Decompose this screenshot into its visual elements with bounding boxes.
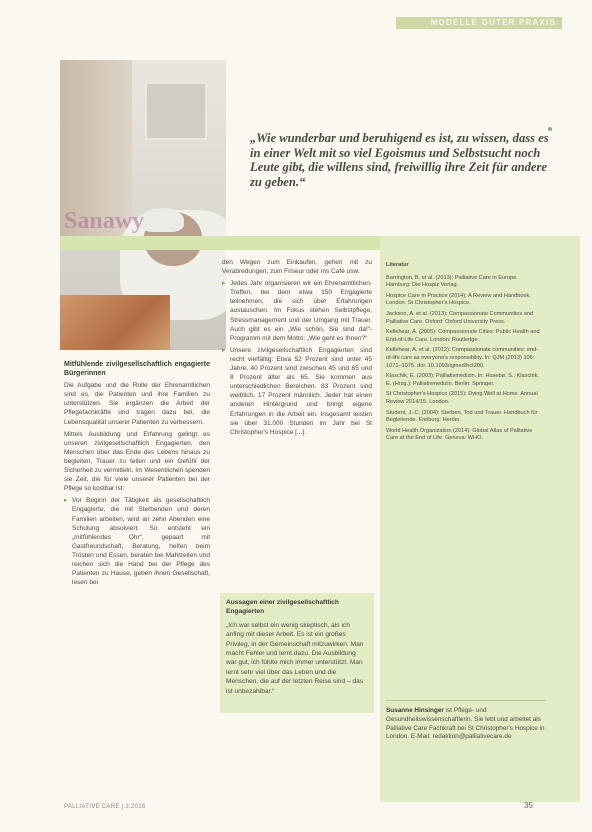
bullet-item: ▸ Vor Beginn der Tätigkeit als gesellschaftlich Engagierte, die mit Sterbenden und deren Familien arbeiten, wird an zehn Abenden eine Schulung absolviert. So entsteht ein „mitfühlendes Ohr“, gepaart mit Gastfreundschaft, Beratung, helfen beim Trösten und Essen, beraten bei Mahlzeiten und reichen sich die Hand bei der Pflege des Patienten zu Hause, geben ihnen Gesellschaft, lesen bei: [64, 496, 210, 587]
bullet-item: ▸ Jedes Jahr organisieren wir ein Ehrenamtlichen-Treffen, bei dem etwa 150 Engagierte teilnehmen, die sich über Erfahrungen austauschen. Im Fokus stehen Selbstpflege, Stressmanagement und der Umgang mit Trauer. Auch gibt es ein „Wie schön, Sie sind da!“-Programm mit dem Motto: „Wie geht es Ihnen?“: [222, 279, 372, 343]
section-heading: Mitfühlende zivilgesellschaftlich engagierte Bürgerinnen: [64, 361, 210, 378]
column-left: [64, 360, 210, 590]
patient-photo: [60, 60, 226, 350]
bullet-item: ▸ Unsere zivilgesellschaftlich Engagierten sind recht vielfältig: Etwa 52 Prozent sind unter 45 Jahre, 40 Prozent sind zwischen 45 und 65 und 8 Prozent älter als 65. Sie kommen aus unterschiedlichen Bereichen. 83 Prozent sind weiblich, 17 Prozent männlich. Jeder hat einen anderen Hintergrund und bringt eigene Erfahrungen in die Arbeit ein. Insgesamt leisten sie über 31.000 Stunden im Jahr bei St Christopher's Hospice [...].: [222, 346, 372, 437]
literature-item: Kellehear, A. et al. (2012): Compassionate communities: end-of-life care as everyone's responsibility. In: QJM (2013) 106: 1071–1075. doi: 10.1093/qjmed/hct200.: [386, 347, 539, 369]
testimonial-heading: Aussagen einer zivilgesellschaftlich Engagierten: [226, 599, 339, 616]
literature-item: World Health Organization (2014): Global Atlas of Palliative Care at the End of Life. Geneva: WHO.: [386, 427, 533, 442]
literature-item: Klaschik, E. (2003): Palliativmedizin. In: Husebø, S.; Klaschik, E. (Hrsg.): Palliativmedizin. Berlin: Springer.: [386, 373, 539, 387]
literature-item: Hospice Care in Practice (2014): A Review and Handbook. London: St Christopher's Hospice.: [386, 292, 531, 307]
watermark-line1: Sanawy: [64, 208, 145, 234]
literature-item: Jackson, A. et al. (2013): Compassionate Communities and Palliative Care. Oxford: Oxford University Press.: [386, 310, 534, 325]
photo-picture-frame: [145, 82, 207, 140]
literature-item: St Christopher's Hospice (2015): Dying Well at Home. Annual Review 2014/15. London.: [386, 391, 538, 405]
section-header-bar: [396, 17, 562, 29]
author-box: [386, 700, 546, 742]
section-title: MODELLE GUTER PRAXIS: [430, 18, 556, 27]
author-bio: ist Pflege- und Gesundheitswissenschaftlerin. Sie lebt und arbeitet als Palliative Care Fachkraft bei St Christopher's Hospice in London. E-Mail: redaktion@palliativecare.de: [386, 707, 545, 741]
literature-item: Kellehear, A. (2005): Compassionate Cities: Public Health and End-of-Life Care. London: Routledge.: [386, 329, 540, 343]
literature-item: Student, J.-C. (2004): Sterben, Tod und Trauer. Handbuch für Begleitende. Freiburg: Herder.: [386, 409, 538, 424]
page-number: 35: [524, 801, 533, 810]
footer-journal: PALLIATIVE CARE | 3.2016: [64, 804, 146, 810]
paragraph: den Wegen zum Einkaufen, gehen mit zu Verabredungen, zum Friseur oder ins Café usw.: [222, 259, 372, 276]
literature-list: [386, 262, 542, 446]
testimonial-text: „Ich war selbst ein wenig skeptisch, als ich anfing mit dieser Arbeit. Es ist ein großes Privileg, in der Gemeinschaft mitzuwirken. Man macht Fehler und lernt dazu. Die Ausbildung war gut, ich fühlte mich immer unterstützt. Man lernt sehr viel über das Leben und die Menschen, die auf der letzten Reise sind – das ist unbezahlbar.“: [226, 621, 364, 695]
paragraph: Die Aufgabe und die Rolle der Ehrenamtlichen sind es, die Patienten und ihre Familien zu unterstützen. Sie ergänzen die Arbeit der Pflegefachkräfte und tragen dazu bei, die Lebensqualität unserer Patienten zu verbessern.: [64, 382, 210, 426]
author-name: Susanne Hinsinger: [386, 707, 444, 714]
photo-patient-hair: [140, 208, 184, 232]
literature-item: Barrington, B. et al. (2013): Palliative Care in Europe. Hamburg: Die Hospiz Verlag.: [386, 274, 518, 289]
column-middle: [222, 258, 372, 440]
paragraph: Mittels Ausbildung und Erfahrung gelingt es unseren zivilgesellschaftlich Engagierten, den Menschen über das Ende des Lebens hinaus zu begleiten, Trauer zu teilen und ein Gefühl der Sicherheit zu vermitteln. Im Wesentlichen spenden sie Zeit, die für viele unserer Patienten bei der Pflege so kostbar ist:: [64, 430, 210, 493]
literature-heading: Literatur: [386, 262, 409, 268]
testimonial-box: [220, 593, 374, 713]
pull-quote: „Wie wunderbar und beruhigend es ist, zu wissen, dass es in einer Welt mit so viel Egoismus und Selbstsucht noch Leute gibt, die willens sind, freiwillig ihre Zeit für andere zu geben.“: [250, 131, 549, 189]
photo-blanket: [60, 295, 170, 350]
